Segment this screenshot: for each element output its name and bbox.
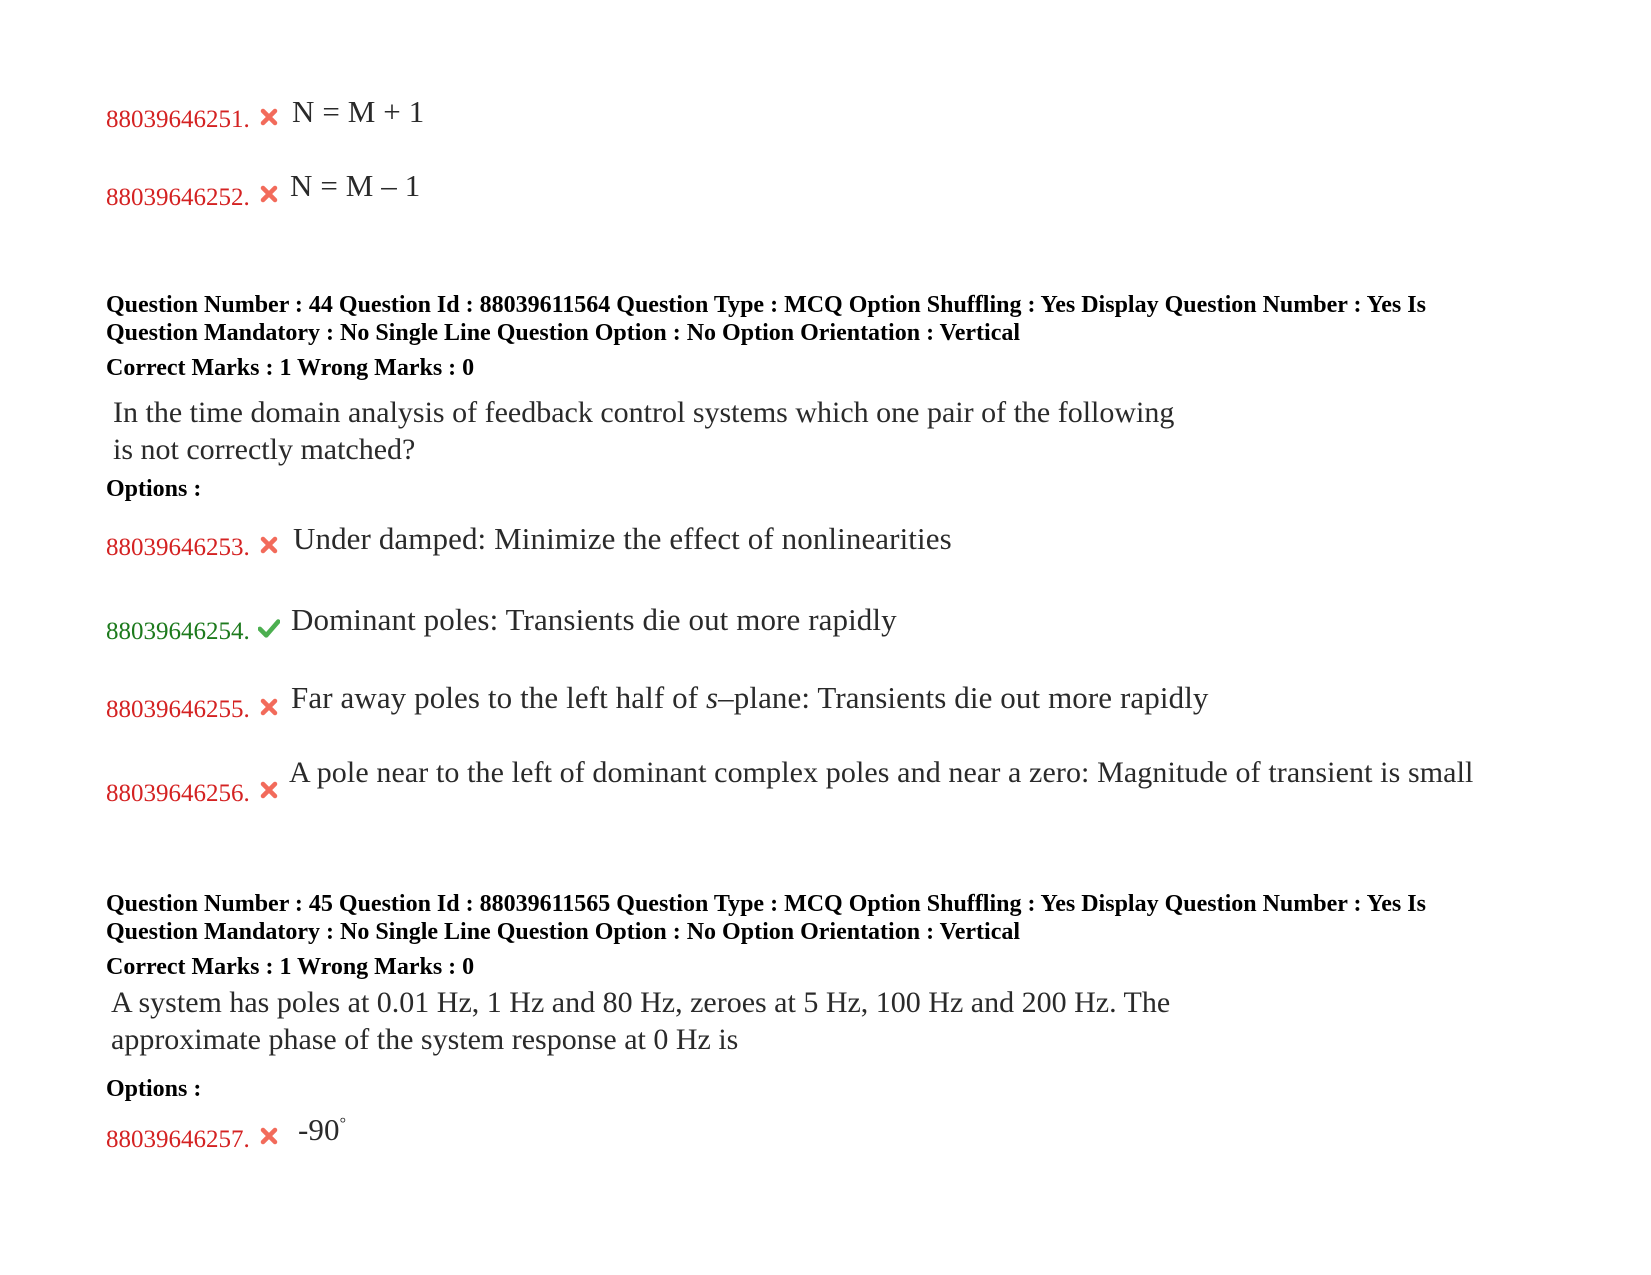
option-id: 88039646253. xyxy=(106,534,250,561)
cross-icon xyxy=(258,534,280,556)
question-meta: Question Mandatory : No Single Line Question Option : No Option Orientation : Vertical xyxy=(106,320,1021,346)
options-label: Options : xyxy=(106,476,202,502)
question-marks: Correct Marks : 1 Wrong Marks : 0 xyxy=(106,355,475,381)
option-id: 88039646255. xyxy=(106,696,250,723)
check-icon xyxy=(258,617,280,639)
question-text xyxy=(111,984,1170,1058)
question-meta: Question Number : 45 Question Id : 88039611565 Question Type : MCQ Option Shuffling : Yes Display Question Number : Yes Is xyxy=(106,891,1426,917)
option-text: A pole near to the left of dominant complex poles and near a zero: Magnitude of transient is small xyxy=(289,756,1474,789)
question-text-line: In the time domain analysis of feedback control systems which one pair of the following xyxy=(113,396,1175,429)
option-id: 88039646252. xyxy=(106,184,250,211)
option-id: 88039646257. xyxy=(106,1126,250,1153)
option-text-part: Far away poles to the left half of xyxy=(291,680,706,715)
options-label: Options : xyxy=(106,1076,202,1102)
option-text xyxy=(298,1112,346,1148)
question-meta: Question Mandatory : No Single Line Question Option : No Option Orientation : Vertical xyxy=(106,919,1021,945)
option-text-italic: s xyxy=(705,680,719,715)
cross-icon xyxy=(258,779,280,801)
option-id: 88039646254. xyxy=(106,618,250,645)
degree-symbol: ° xyxy=(339,1115,347,1133)
cross-icon xyxy=(258,183,280,205)
cross-icon xyxy=(258,106,280,128)
option-id: 88039646256. xyxy=(106,780,250,807)
cross-icon xyxy=(258,1125,280,1147)
option-id: 88039646251. xyxy=(106,106,250,133)
question-marks: Correct Marks : 1 Wrong Marks : 0 xyxy=(106,954,475,980)
option-text xyxy=(291,680,1209,716)
question-meta: Question Number : 44 Question Id : 88039611564 Question Type : MCQ Option Shuffling : Yes Display Question Number : Yes Is xyxy=(106,292,1426,318)
question-text-line: A system has poles at 0.01 Hz, 1 Hz and 80 Hz, zeroes at 5 Hz, 100 Hz and 200 Hz. The xyxy=(111,986,1171,1019)
option-text: N = M – 1 xyxy=(290,168,421,203)
option-text: Dominant poles: Transients die out more rapidly xyxy=(291,602,897,637)
question-text-line: is not correctly matched? xyxy=(113,433,416,466)
option-text-part: –plane: Transients die out more rapidly xyxy=(718,680,1209,715)
option-value: -90 xyxy=(298,1112,340,1147)
question-text xyxy=(113,394,1174,468)
cross-icon xyxy=(258,696,280,718)
option-text: N = M + 1 xyxy=(292,94,425,129)
question-text-line: approximate phase of the system response at 0 Hz is xyxy=(111,1023,739,1056)
option-text: Under damped: Minimize the effect of nonlinearities xyxy=(293,521,952,556)
